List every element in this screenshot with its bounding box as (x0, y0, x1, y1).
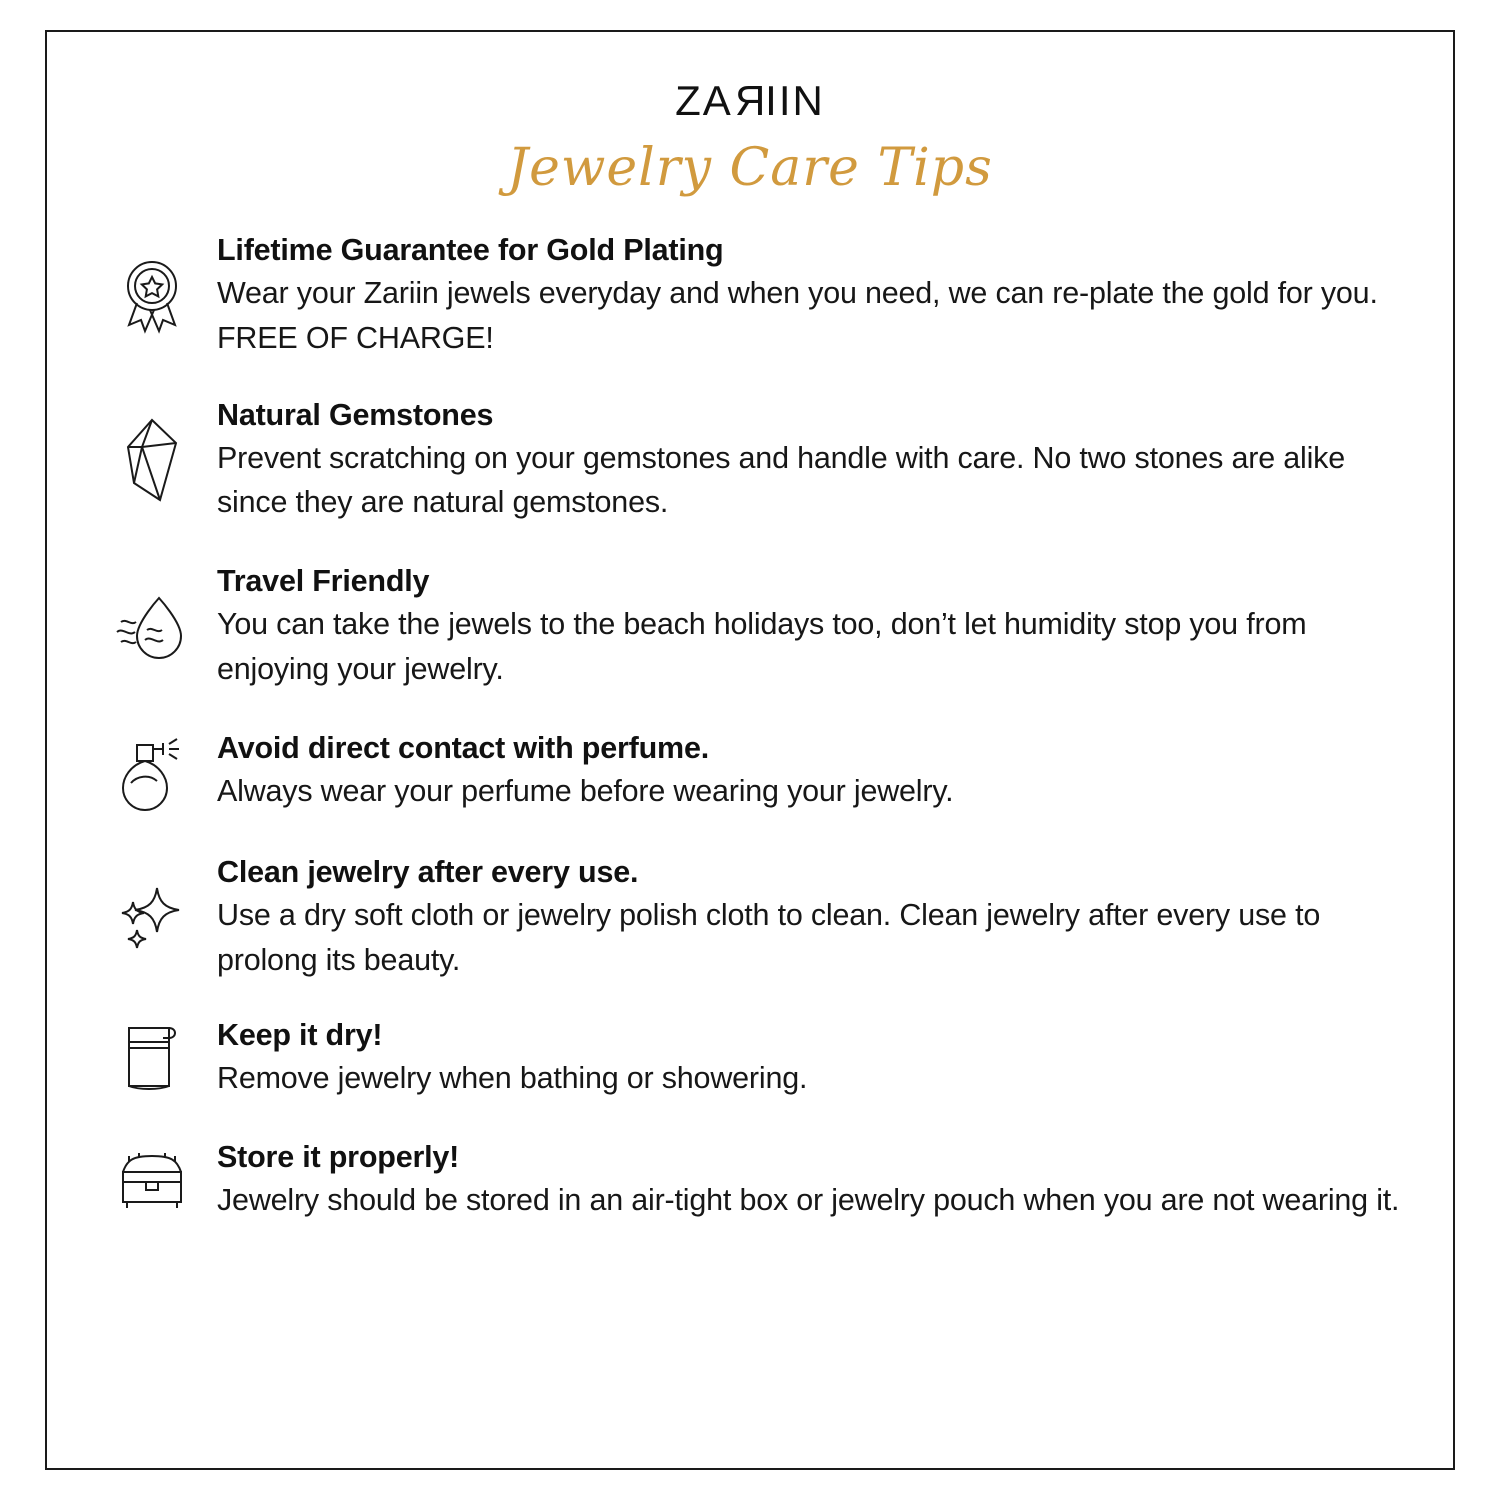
tip-text: Wear your Zariin jewels everyday and when you need, we can re-plate the gold for you. FREE OF CHARGE! (217, 276, 1378, 355)
list-item (87, 853, 1413, 982)
tip-text: Remove jewelry when bathing or showering. (217, 1060, 808, 1095)
tip-text: You can take the jewels to the beach holidays too, don’t let humidity stop you from enjoying your jewelry. (217, 607, 1307, 686)
tip-title: Clean jewelry after every use. (217, 855, 639, 890)
perfume-bottle-icon (87, 731, 217, 811)
tip-body (217, 1016, 1413, 1100)
tip-title: Travel Friendly (217, 564, 430, 599)
list-item (87, 729, 1413, 813)
award-ribbon-icon (87, 256, 217, 334)
brand-part-iin: IIN (765, 77, 825, 124)
tip-title: Natural Gemstones (217, 397, 494, 432)
tip-body (217, 562, 1413, 691)
tip-body (217, 1138, 1413, 1222)
tip-text: Always wear your perfume before wearing your jewelry. (217, 774, 954, 808)
tip-title: Lifetime Guarantee for Gold Plating (217, 233, 724, 268)
brand-logo (47, 77, 1453, 124)
list-item (87, 1138, 1413, 1222)
list-item (87, 231, 1413, 360)
tip-title: Store it properly! (217, 1140, 460, 1175)
tip-body (217, 729, 1413, 813)
gemstone-icon (87, 417, 217, 503)
list-item (87, 562, 1413, 691)
tip-body (217, 231, 1413, 360)
tip-text: Use a dry soft cloth or jewelry polish cloth to clean. Clean jewelry after every use to prolong its beauty. (217, 898, 1321, 977)
tips-list (47, 231, 1453, 1222)
tip-title: Keep it dry! (217, 1017, 383, 1052)
tip-title: Avoid direct contact with perfume. (217, 730, 709, 765)
tip-body (217, 853, 1413, 982)
list-item (87, 396, 1413, 525)
list-item (87, 1016, 1413, 1100)
brand-part-r-mirrored: R (732, 77, 766, 124)
towel-icon (87, 1020, 217, 1096)
tip-body (217, 396, 1413, 525)
care-tips-card (45, 30, 1455, 1470)
water-drop-icon (87, 592, 217, 662)
jewelry-box-icon (87, 1148, 217, 1212)
page-title: Jewelry Care Tips (507, 138, 993, 198)
sparkle-icon (87, 880, 217, 956)
brand-part-a: ZA (675, 77, 733, 124)
tip-text: Jewelry should be stored in an air-tight box or jewelry pouch when you are not wearing it. (217, 1183, 1400, 1218)
tip-text: Prevent scratching on your gemstones and handle with care. No two stones are alike since they are natural gemstones. (217, 440, 1345, 520)
